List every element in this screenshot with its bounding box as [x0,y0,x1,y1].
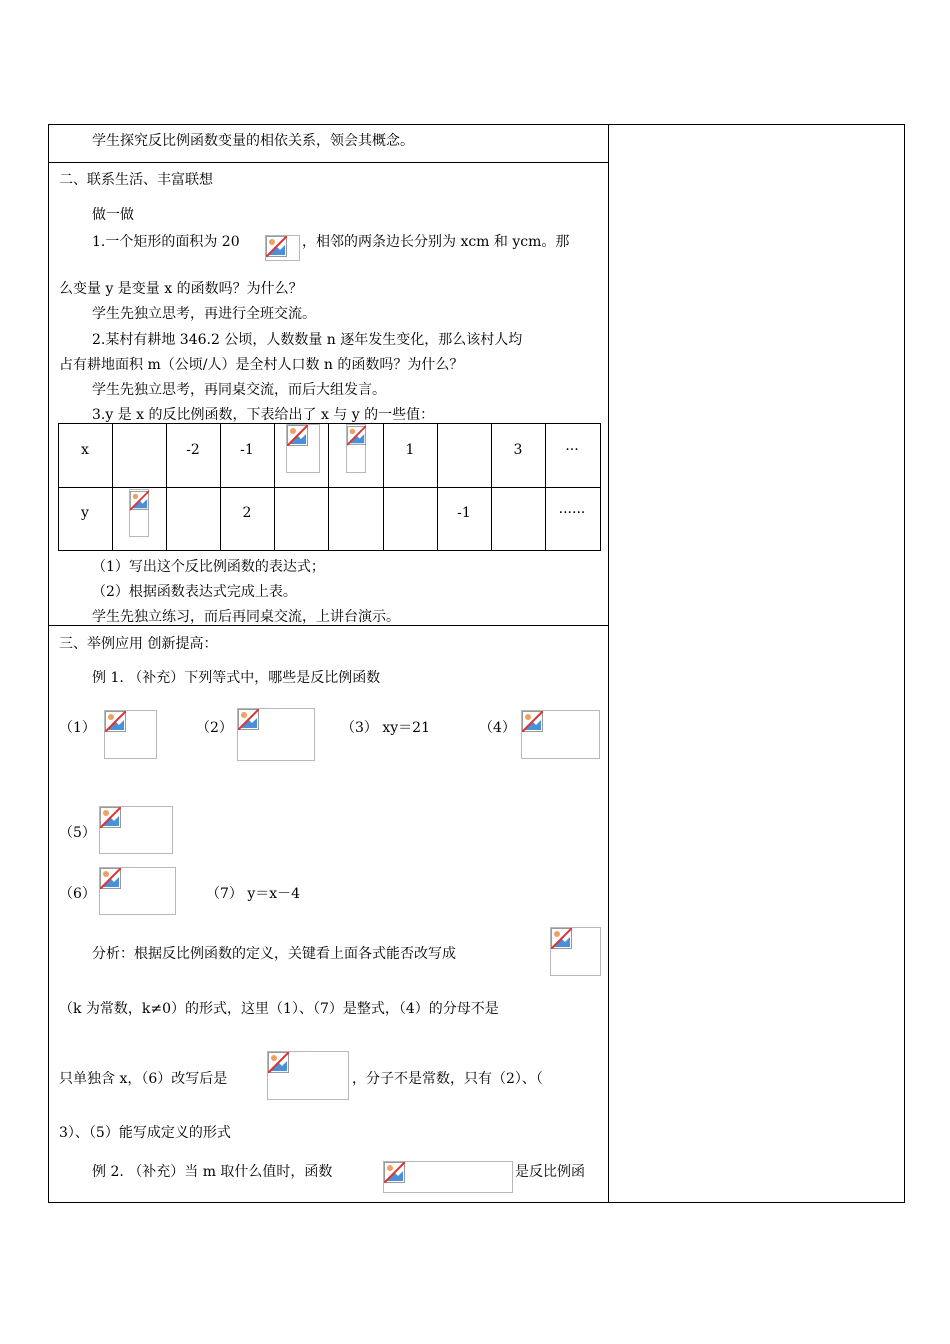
task1-text: （1）写出这个反比例函数的表达式； [92,559,325,575]
do-it-label: 做一做 [92,207,134,223]
analysis-line2: （k 为常数，k≠0）的形式，这里（1）、（7）是整式，（4）的分母不是 [59,1001,499,1017]
option-7-text: （7） y＝x－4 [206,886,301,902]
option-3-text: （3） xy＝21 [341,720,430,736]
table-cell: ··· [565,442,579,458]
task2-text: （2）根据函数表达式完成上表。 [92,584,297,600]
table-cell: ······ [558,505,586,521]
q2-line1: 2.某村有耕地 346.2 公顷，人数数量 n 逐年发生变化，那么该村人均 [92,332,523,348]
q3-text: 3.y 是 x 的反比例函数，下表给出了 x 与 y 的一些值： [92,407,435,423]
analysis-line3-part1: 只单独含 x，（6）改写后是 [59,1071,228,1087]
table-cell: 3 [513,442,523,458]
section3-heading: 三、举例应用 创新提高： [59,636,218,652]
column-divider [608,124,609,1203]
q2-line2: 占有耕地面积 m（公顷/人）是全村人口数 n 的函数吗？为什么？ [59,357,464,373]
formula-image-icon [265,235,300,261]
equation-image-icon [99,867,176,915]
table-cell: -1 [457,505,471,521]
concept-line: 学生探究反比例函数变量的相依关系，领会其概念。 [92,133,414,149]
formula-image-icon [267,1051,349,1100]
q2-note: 学生先独立思考，再同桌交流，而后大组发言。 [92,382,386,398]
option-6-label: （6） [59,886,96,902]
q1-note: 学生先独立思考，再进行全班交流。 [92,306,316,322]
fraction-image-icon [346,424,366,473]
task-note: 学生先独立练习，而后再同桌交流，上讲台演示。 [92,609,400,625]
table-cell: y [81,505,89,521]
table-cell: 1 [405,442,415,458]
frame-left [48,124,49,1203]
fraction-image-icon [286,424,320,473]
formula-image-icon [550,927,601,976]
frame-bottom [48,1202,905,1203]
equation-image-icon [99,806,173,854]
table-cell: -2 [186,442,200,458]
example2-tail: 是反比例函 [515,1164,585,1180]
table-cell: x [81,442,89,458]
frame-right [904,124,905,1203]
section2-heading: 二、联系生活、丰富联想 [59,172,213,188]
table-cell: 2 [242,505,252,521]
option-1-label: （1） [59,720,96,736]
fraction-image-icon [129,489,149,537]
q1-line2: 么变量 y 是变量 x 的函数吗？为什么？ [59,281,303,297]
function-image-icon [383,1161,513,1193]
row-divider-1 [48,162,609,163]
equation-image-icon [237,708,315,761]
q1-text-part2: ，相邻的两条边长分别为 xcm 和 ycm。那 [302,234,570,250]
frame-top [48,124,905,125]
option-4-label: （4） [479,720,516,736]
q1-text-part1: 1.一个矩形的面积为 20 [92,234,240,250]
table-cell: -1 [240,442,254,458]
example2-text: 例 2. （补充）当 m 取什么值时，函数 [92,1164,333,1180]
equation-image-icon [521,710,600,759]
option-5-label: （5） [59,825,96,841]
option-2-label: （2） [196,720,233,736]
example1-text: 例 1. （补充）下列等式中，哪些是反比例函数 [92,670,381,686]
analysis-line1: 分析：根据反比例函数的定义，关键看上面各式能否改写成 [92,946,456,962]
analysis-line3-part2: ，分子不是常数，只有（2）、（ [352,1071,543,1087]
equation-image-icon [104,710,157,759]
analysis-line4: 3）、（5）能写成定义的形式 [59,1125,231,1141]
